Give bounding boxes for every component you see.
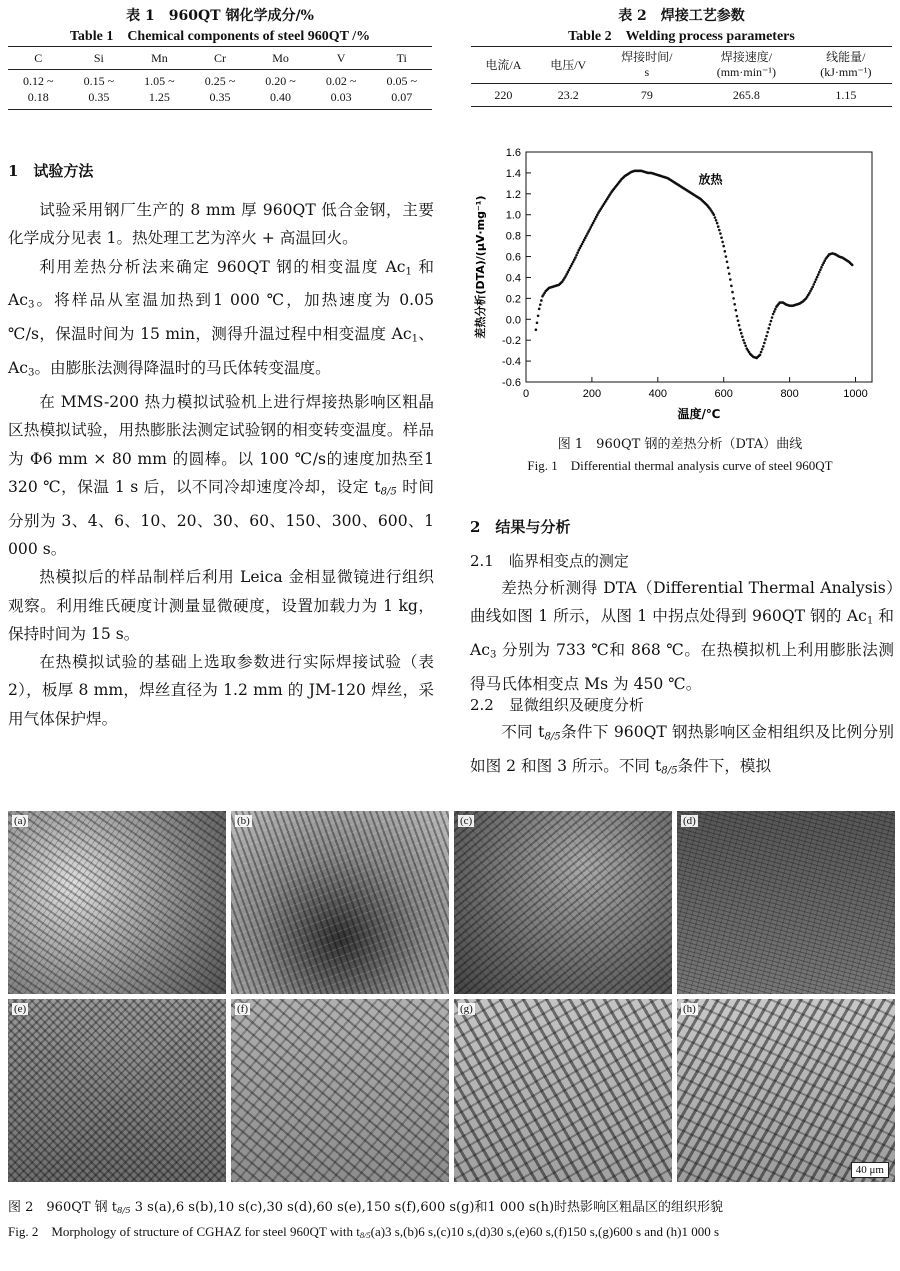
data-point <box>744 344 747 347</box>
section1-paragraph: 热模拟后的样品制样后利用 Leica 金相显微镜进行组织观察。利用维氏硬度计测量显微硬度，设置加载力为 1 kg，保持时间为 15 s。 <box>8 568 434 643</box>
chart-annotation: 放热 <box>698 172 723 187</box>
y-tick-label: -0.6 <box>502 377 521 389</box>
data-point <box>718 229 721 232</box>
data-point <box>713 213 716 216</box>
data-point <box>717 225 720 228</box>
panel-label: (e) <box>14 1003 27 1015</box>
data-point <box>732 297 735 300</box>
data-point <box>761 348 764 351</box>
data-point <box>540 299 543 302</box>
data-point <box>730 285 733 288</box>
table1-title-en: Table 1 Chemical components of steel 960QT /% <box>69 29 371 44</box>
data-point <box>816 276 819 279</box>
table1-cell: 1.05 ~ 1.25 <box>144 74 175 104</box>
data-point <box>812 283 815 286</box>
data-point <box>743 342 746 345</box>
data-point <box>767 327 770 330</box>
panel-label: (f) <box>237 1003 248 1015</box>
data-point <box>760 351 763 354</box>
data-point <box>722 245 725 248</box>
table1-header-row <box>8 47 432 70</box>
y-tick-label: 0.8 <box>505 230 521 243</box>
table2-col-header: 电流/A <box>471 47 536 84</box>
scale-bar: 40 μm <box>851 1162 889 1178</box>
table1-col-header: Cr <box>190 47 251 70</box>
table1-col-header: Ti <box>371 47 432 70</box>
data-point <box>539 303 542 306</box>
section1-paragraph: 在 MMS-200 热力模拟试验机上进行焊接热影响区粗晶区热模拟试验，用热膨胀法测定试验钢的相变转变温度。样品为 Φ6 mm × 80 mm 的圆棒。以 100 ℃/s的速度加热至1 320 ℃，保温 1 s 后，以不同冷却速度冷却，设定 $t_{8/5}$ 时间分别为 3、4、6、10、20、30、60、150、300、600、1 000 s。 <box>8 392 434 558</box>
data-point <box>731 291 734 294</box>
section2-paragraph-1: 差热分析测得 DTA（Differential Thermal Analysis）曲线如图 1 所示，从图 1 中拐点处得到 960QT 钢的 $Ac_1$ 和 $Ac_3$ 分别为 733 ℃和 868 ℃。在热模拟机上利用膨胀法测得马氏体相变点 Ms 为 450 ℃。 <box>470 579 894 693</box>
figure1-caption-en: Fig. 1 Differential thermal analysis curve of steel 960QT <box>527 458 833 473</box>
data-point <box>774 308 777 311</box>
y-tick-label: 0.0 <box>505 314 521 327</box>
panel-label: (b) <box>237 815 250 827</box>
data-point <box>820 266 823 269</box>
data-point <box>764 338 767 341</box>
section2-paragraph-2: 不同 $t_{8/5}$条件下 960QT 钢热影响区金相组织及比例分别如图 2 和图 3 所示。不同 $t_{8/5}$条件下，模拟 <box>470 723 894 777</box>
table1-cell: 0.05 ~ 0.07 <box>386 74 417 104</box>
section2-subheading-1: 2.1 临界相变点的测定 <box>470 552 629 570</box>
x-tick-label: 400 <box>648 388 667 400</box>
table1-col-header: Si <box>69 47 130 70</box>
figure2-caption-cn: 图 2 960QT 钢 $t_{8/5}$ 3 s(a),6 s(b),10 s(c),30 s(d),60 s(e),150 s(f),600 s(g)和1 000 s(h)时热影响区粗晶区的组织形貌 <box>8 1200 724 1216</box>
table2-cell: 79 <box>640 87 653 102</box>
table1-cell: 0.20 ~ 0.40 <box>265 74 296 104</box>
micrograph-panel <box>454 811 672 994</box>
table2-col-header: 焊接时间/ s <box>601 47 693 84</box>
data-point <box>818 271 821 274</box>
panel-label: (a) <box>14 815 27 827</box>
x-axis-label: 温度/℃ <box>677 407 721 421</box>
section1-heading: 1 试验方法 <box>8 162 94 180</box>
table1-col-header: Mn <box>129 47 190 70</box>
data-point <box>765 335 768 338</box>
table2-cell: 265.8 <box>732 87 760 102</box>
data-point <box>740 332 743 335</box>
x-tick-label: 1000 <box>843 388 868 400</box>
data-point <box>538 308 541 311</box>
data-point <box>742 339 745 342</box>
data-point <box>726 260 729 263</box>
section1-paragraph: 试验采用钢厂生产的 8 mm 厚 960QT 低合金钢，主要化学成分见表 1。热处理工艺为淬火 + 高温回火。 <box>8 201 434 248</box>
panel-label: (h) <box>683 1003 696 1015</box>
data-point <box>574 256 577 259</box>
y-tick-label: 0.6 <box>505 251 521 264</box>
micrograph-panel <box>677 999 895 1182</box>
data-point <box>741 335 744 338</box>
x-tick-label: 800 <box>780 388 799 400</box>
y-tick-label: 1.0 <box>505 209 521 222</box>
table1-title-cn: 表 1 960QT 钢化学成分/% <box>126 8 314 24</box>
table1 <box>8 46 432 110</box>
data-point <box>537 314 540 317</box>
table1-cell: 0.25 ~ 0.35 <box>204 74 236 104</box>
data-point <box>739 328 742 331</box>
data-point <box>762 345 765 348</box>
data-point <box>536 321 539 324</box>
micrograph-panel <box>231 811 449 994</box>
x-tick-label: 0 <box>522 388 530 400</box>
data-point <box>728 272 731 275</box>
data-point <box>725 255 728 258</box>
data-point <box>535 328 538 331</box>
data-point <box>819 268 822 271</box>
table1-col-header: V <box>311 47 372 70</box>
data-point <box>811 286 814 289</box>
data-point <box>729 278 732 281</box>
y-tick-label: 1.4 <box>505 167 521 180</box>
table1-cell: 0.12 ~ 0.18 <box>23 74 54 104</box>
micrograph-panel <box>454 999 672 1182</box>
data-point <box>724 250 727 253</box>
data-point <box>771 316 774 319</box>
data-point <box>815 278 818 281</box>
table2-header-row <box>471 47 892 84</box>
figure1-caption-cn: 图 1 960QT 钢的差热分析（DTA）曲线 <box>557 437 803 452</box>
data-point <box>720 236 723 239</box>
data-point <box>575 254 578 257</box>
data-point <box>721 241 724 244</box>
table1-data-row <box>8 70 432 110</box>
table2-title-cn: 表 2 焊接工艺参数 <box>618 8 745 24</box>
data-point <box>719 232 722 235</box>
table1-col-header: C <box>8 47 69 70</box>
data-point <box>773 310 776 313</box>
data-point <box>817 273 820 276</box>
data-point <box>715 219 718 222</box>
table2-col-header: 线能量/ (kJ·mm⁻¹) <box>800 47 892 84</box>
panel-label: (c) <box>460 815 473 827</box>
table2-cell: 23.2 <box>557 87 579 102</box>
dta-chart <box>468 140 892 430</box>
data-point <box>851 264 854 267</box>
table2-cell: 1.15 <box>835 87 857 102</box>
y-tick-label: 0.4 <box>505 272 521 285</box>
x-tick-label: 600 <box>714 388 733 400</box>
micrograph-panel <box>8 999 226 1182</box>
data-point <box>763 342 766 345</box>
table1-col-header: Mo <box>250 47 311 70</box>
data-point <box>736 315 739 318</box>
micrograph-panel <box>8 811 226 994</box>
x-tick-label: 200 <box>582 388 602 400</box>
data-point <box>738 324 741 327</box>
data-point <box>737 319 740 322</box>
section1-paragraph: 在热模拟试验的基础上选取参数进行实际焊接试验（表 2），板厚 8 mm，焊丝直径为 1.2 mm 的 JM-120 焊丝，采用气体保护焊。 <box>8 653 434 728</box>
table2-data-row <box>471 84 892 107</box>
section1-body <box>8 196 434 733</box>
section2-heading: 2 结果与分析 <box>470 518 571 536</box>
data-point <box>716 222 719 225</box>
data-point <box>814 281 817 284</box>
table2-cell: 220 <box>494 87 513 102</box>
table2-title-en: Table 2 Welding process parameters <box>568 29 795 44</box>
data-point <box>727 266 730 269</box>
micrograph-panel <box>677 811 895 994</box>
y-axis-label: 差热分析(DTA)/(μV·mg⁻¹) <box>474 195 487 339</box>
y-tick-label: -0.4 <box>502 356 521 369</box>
data-point <box>772 313 775 316</box>
panel-label: (g) <box>460 1003 473 1015</box>
data-point <box>714 216 717 219</box>
table1-cell: 0.02 ~ 0.03 <box>325 74 357 104</box>
table2-col-header: 焊接速度/ (mm·min⁻¹) <box>693 47 800 84</box>
y-tick-label: 1.6 <box>505 147 521 159</box>
section1-paragraph: 利用差热分析法来确定 960QT 钢的相变温度 $Ac_1$ 和 $Ac_3$。将样品从室温加热到1 000 ℃，加热速度为 0.05 ℃/s，保温时间为 15 min，测得升温过程中相变温度 $Ac_1$、$Ac_3$。由膨胀法测得降温时的马氏体转变温度。 <box>8 257 434 379</box>
data-point <box>770 320 773 323</box>
data-point <box>759 354 762 357</box>
y-tick-label: 1.2 <box>505 188 521 201</box>
micrograph-panel <box>231 999 449 1182</box>
data-point <box>769 323 772 326</box>
data-point <box>576 251 579 254</box>
y-tick-label: 0.2 <box>505 293 521 306</box>
plot-frame <box>526 152 872 382</box>
section2-subheading-2: 2.2 显微组织及硬度分析 <box>470 696 644 714</box>
table2 <box>471 46 892 107</box>
data-point <box>733 303 736 306</box>
panel-label: (d) <box>683 815 696 827</box>
data-point <box>734 309 737 312</box>
data-point <box>766 331 769 334</box>
figure2-caption-en: Fig. 2 Morphology of structure of CGHAZ for steel 960QT with $t_{8/5}(a)3$ s,(b)6 s,(c)10 s,(d)30 s,(e)60 s,(f)150 s,(g)600 s and (h)1 000 s <box>8 1224 720 1241</box>
y-tick-label: -0.2 <box>502 335 521 348</box>
table2-col-header: 电压/V <box>536 47 601 84</box>
table1-cell: 0.15 ~ 0.35 <box>83 74 115 104</box>
